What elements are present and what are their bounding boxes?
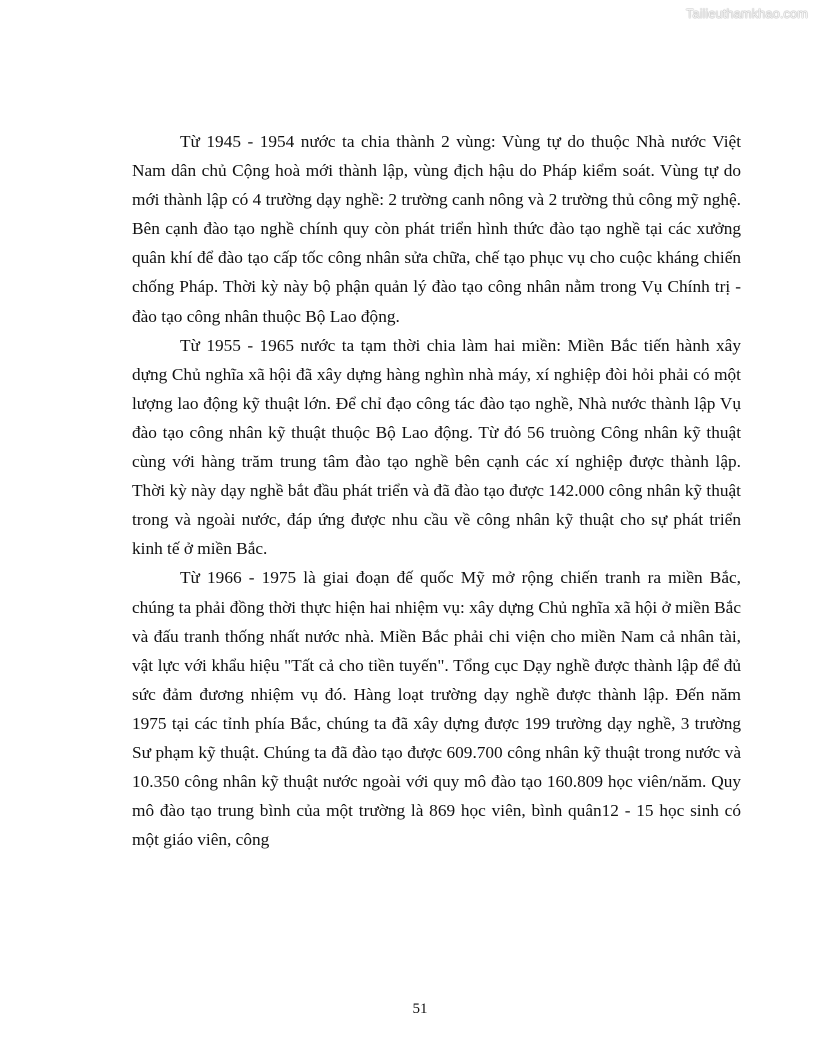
watermark: Tailieuthamkhao.com [685,6,808,21]
paragraph-1945-1954: Từ 1945 - 1954 nước ta chia thành 2 vùng: Vùng tự do thuộc Nhà nước Việt Nam dân chủ Cộng hoà mới thành lập, vùng địch hậu do Pháp kiểm soát. Vùng tự do mới thành lập có 4 trường dạy nghề: 2 trường canh nông và 2 trường thủ công mỹ nghệ. Bên cạnh đào tạo nghề chính quy còn phát triển hình thức đào tạo nghề tại các xưởng quân khí để đào tạo cấp tốc công nhân sửa chữa, chế tạo phục vụ cho cuộc kháng chiến chống Pháp. Thời kỳ này bộ phận quản lý đào tạo công nhân nằm trong Vụ Chính trị - đào tạo công nhân thuộc Bộ Lao động. [132,132,741,326]
paragraph-1966-1975: Từ 1966 - 1975 là giai đoạn đế quốc Mỹ mở rộng chiến tranh ra miền Bắc, chúng ta phải đồng thời thực hiện hai nhiệm vụ: xây dựng Chủ nghĩa xã hội ở miền Bắc và đấu tranh thống nhất nước nhà. Miền Bắc phải chi viện cho miền Nam cả nhân tài, vật lực với khẩu hiệu "Tất cả cho tiền tuyến". Tổng cục Dạy nghề được thành lập để đủ sức đảm đương nhiệm vụ đó. Hàng loạt trường dạy nghề được thành lập. Đến năm 1975 tại các tỉnh phía Bắc, chúng ta đã xây dựng được 199 trường dạy nghề, 3 trường Sư phạm kỹ thuật. Chúng ta đã đào tạo được 609.700 công nhân kỹ thuật trong nước và 10.350 công nhân kỹ thuật nước ngoài với quy mô đào tạo 160.809 học viên/năm. Quy mô đào tạo trung bình của một trường là 869 học viên, bình quân12 - 15 học sinh có một giáo viên, công [132,568,741,850]
paragraph-1955-1965: Từ 1955 - 1965 nước ta tạm thời chia làm hai miền: Miền Bắc tiến hành xây dựng Chủ nghĩa xã hội đã xây dựng hàng nghìn nhà máy, xí nghiệp đòi hỏi phải có một lượng lao động kỹ thuật lớn. Để chỉ đạo công tác đào tạo nghề, Nhà nước thành lập Vụ đào tạo công nhân kỹ thuật thuộc Bộ Lao động. Từ đó 56 truòng Công nhân kỹ thuật cùng với hàng trăm trung tâm đào tạo nghề bên cạnh các xí nghiệp được thành lập. Thời kỳ này dạy nghề bắt đầu phát triển và đã đào tạo được 142.000 công nhân kỹ thuật trong và ngoài nước, đáp ứng được nhu cầu về công nhân kỹ thuật cho sự phát triển kinh tế ở miền Bắc. [132,335,741,559]
document-body [132,127,741,854]
page-number: 51 [412,1001,428,1017]
